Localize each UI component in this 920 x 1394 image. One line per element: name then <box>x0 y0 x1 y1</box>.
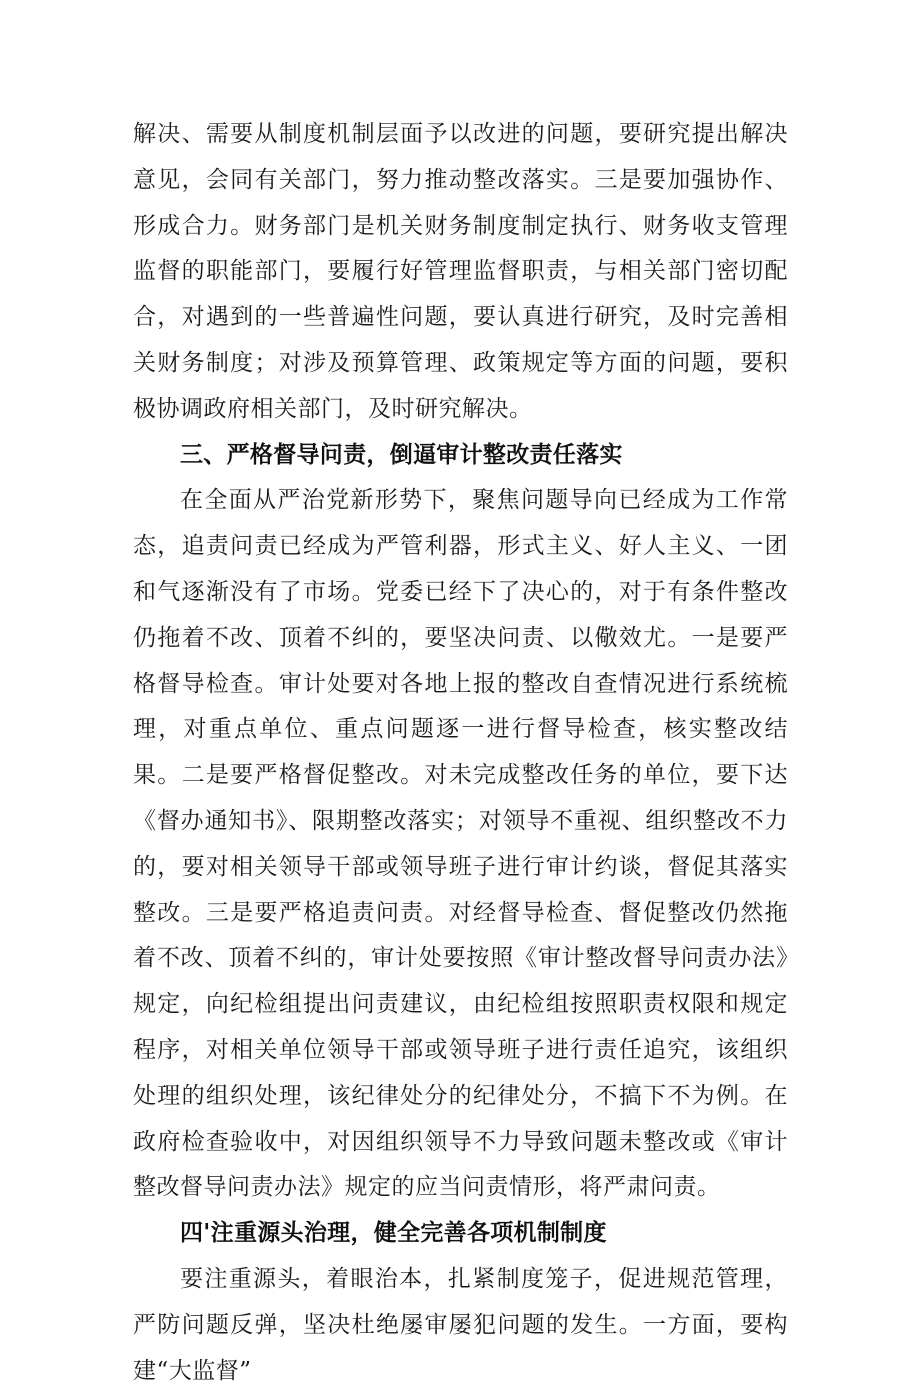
document-body <box>133 112 788 1394</box>
paragraph-section-4: 要注重源头，着眼治本，扎紧制度笼子，促进规范管理，严防问题反弹，坚决杜绝屡审屡犯问题的发生。一方面，要构建“大监督” <box>133 1265 788 1384</box>
paragraph-section-3: 在全面从严治党新形势下，聚焦问题导向已经成为工作常态，追责问责已经成为严管利器，形式主义、好人主义、一团和气逐渐没有了市场。党委已经下了决心的，对于有条件整改仍拖着不改、顶着不纠的，要坚决问责、以儆效尤。一是要严格督导检查。审计处要对各地上报的整改自查情况进行系统梳理，对重点单位、重点问题逐一进行督导检查，核实整改结果。二是要严格督促整改。对未完成整改任务的单位，要下达《督办通知书》、限期整改落实；对领导不重视、组织整改不力的，要对相关领导干部或领导班子进行审计约谈，督促其落实整改。三是要严格追责问责。对经督导检查、督促整改仍然拖着不改、顶着不纠的，审计处要按照《审计整改督导问责办法》规定，向纪检组提出问责建议，由纪检组按照职责权限和规定程序，对相关单位领导干部或领导班子进行责任追究，该组织处理的组织处理，该纪律处分的纪律处分，不搞下不为例。在政府检查验收中，对因组织领导不力导致问题未整改或《审计整改督导问责办法》规定的应当问责情形，将严肃问责。 <box>133 487 788 1201</box>
section-heading-4: 四'注重源头治理，健全完善各项机制制度 <box>180 1220 607 1247</box>
section-heading-3: 三、严格督导问责，倒逼审计整改责任落实 <box>180 441 623 468</box>
paragraph-continued: 解决、需要从制度机制层面予以改进的问题，要研究提出解决意见，会同有关部门，努力推动整改落实。三是要加强协作、形成合力。财务部门是机关财务制度制定执行、财务收支管理监督的职能部门，要履行好管理监督职责，与相关部门密切配合，对遇到的一些普遍性问题，要认真进行研究，及时完善相关财务制度；对涉及预算管理、政策规定等方面的问题，要积极协调政府相关部门，及时研究解决。 <box>133 121 788 422</box>
